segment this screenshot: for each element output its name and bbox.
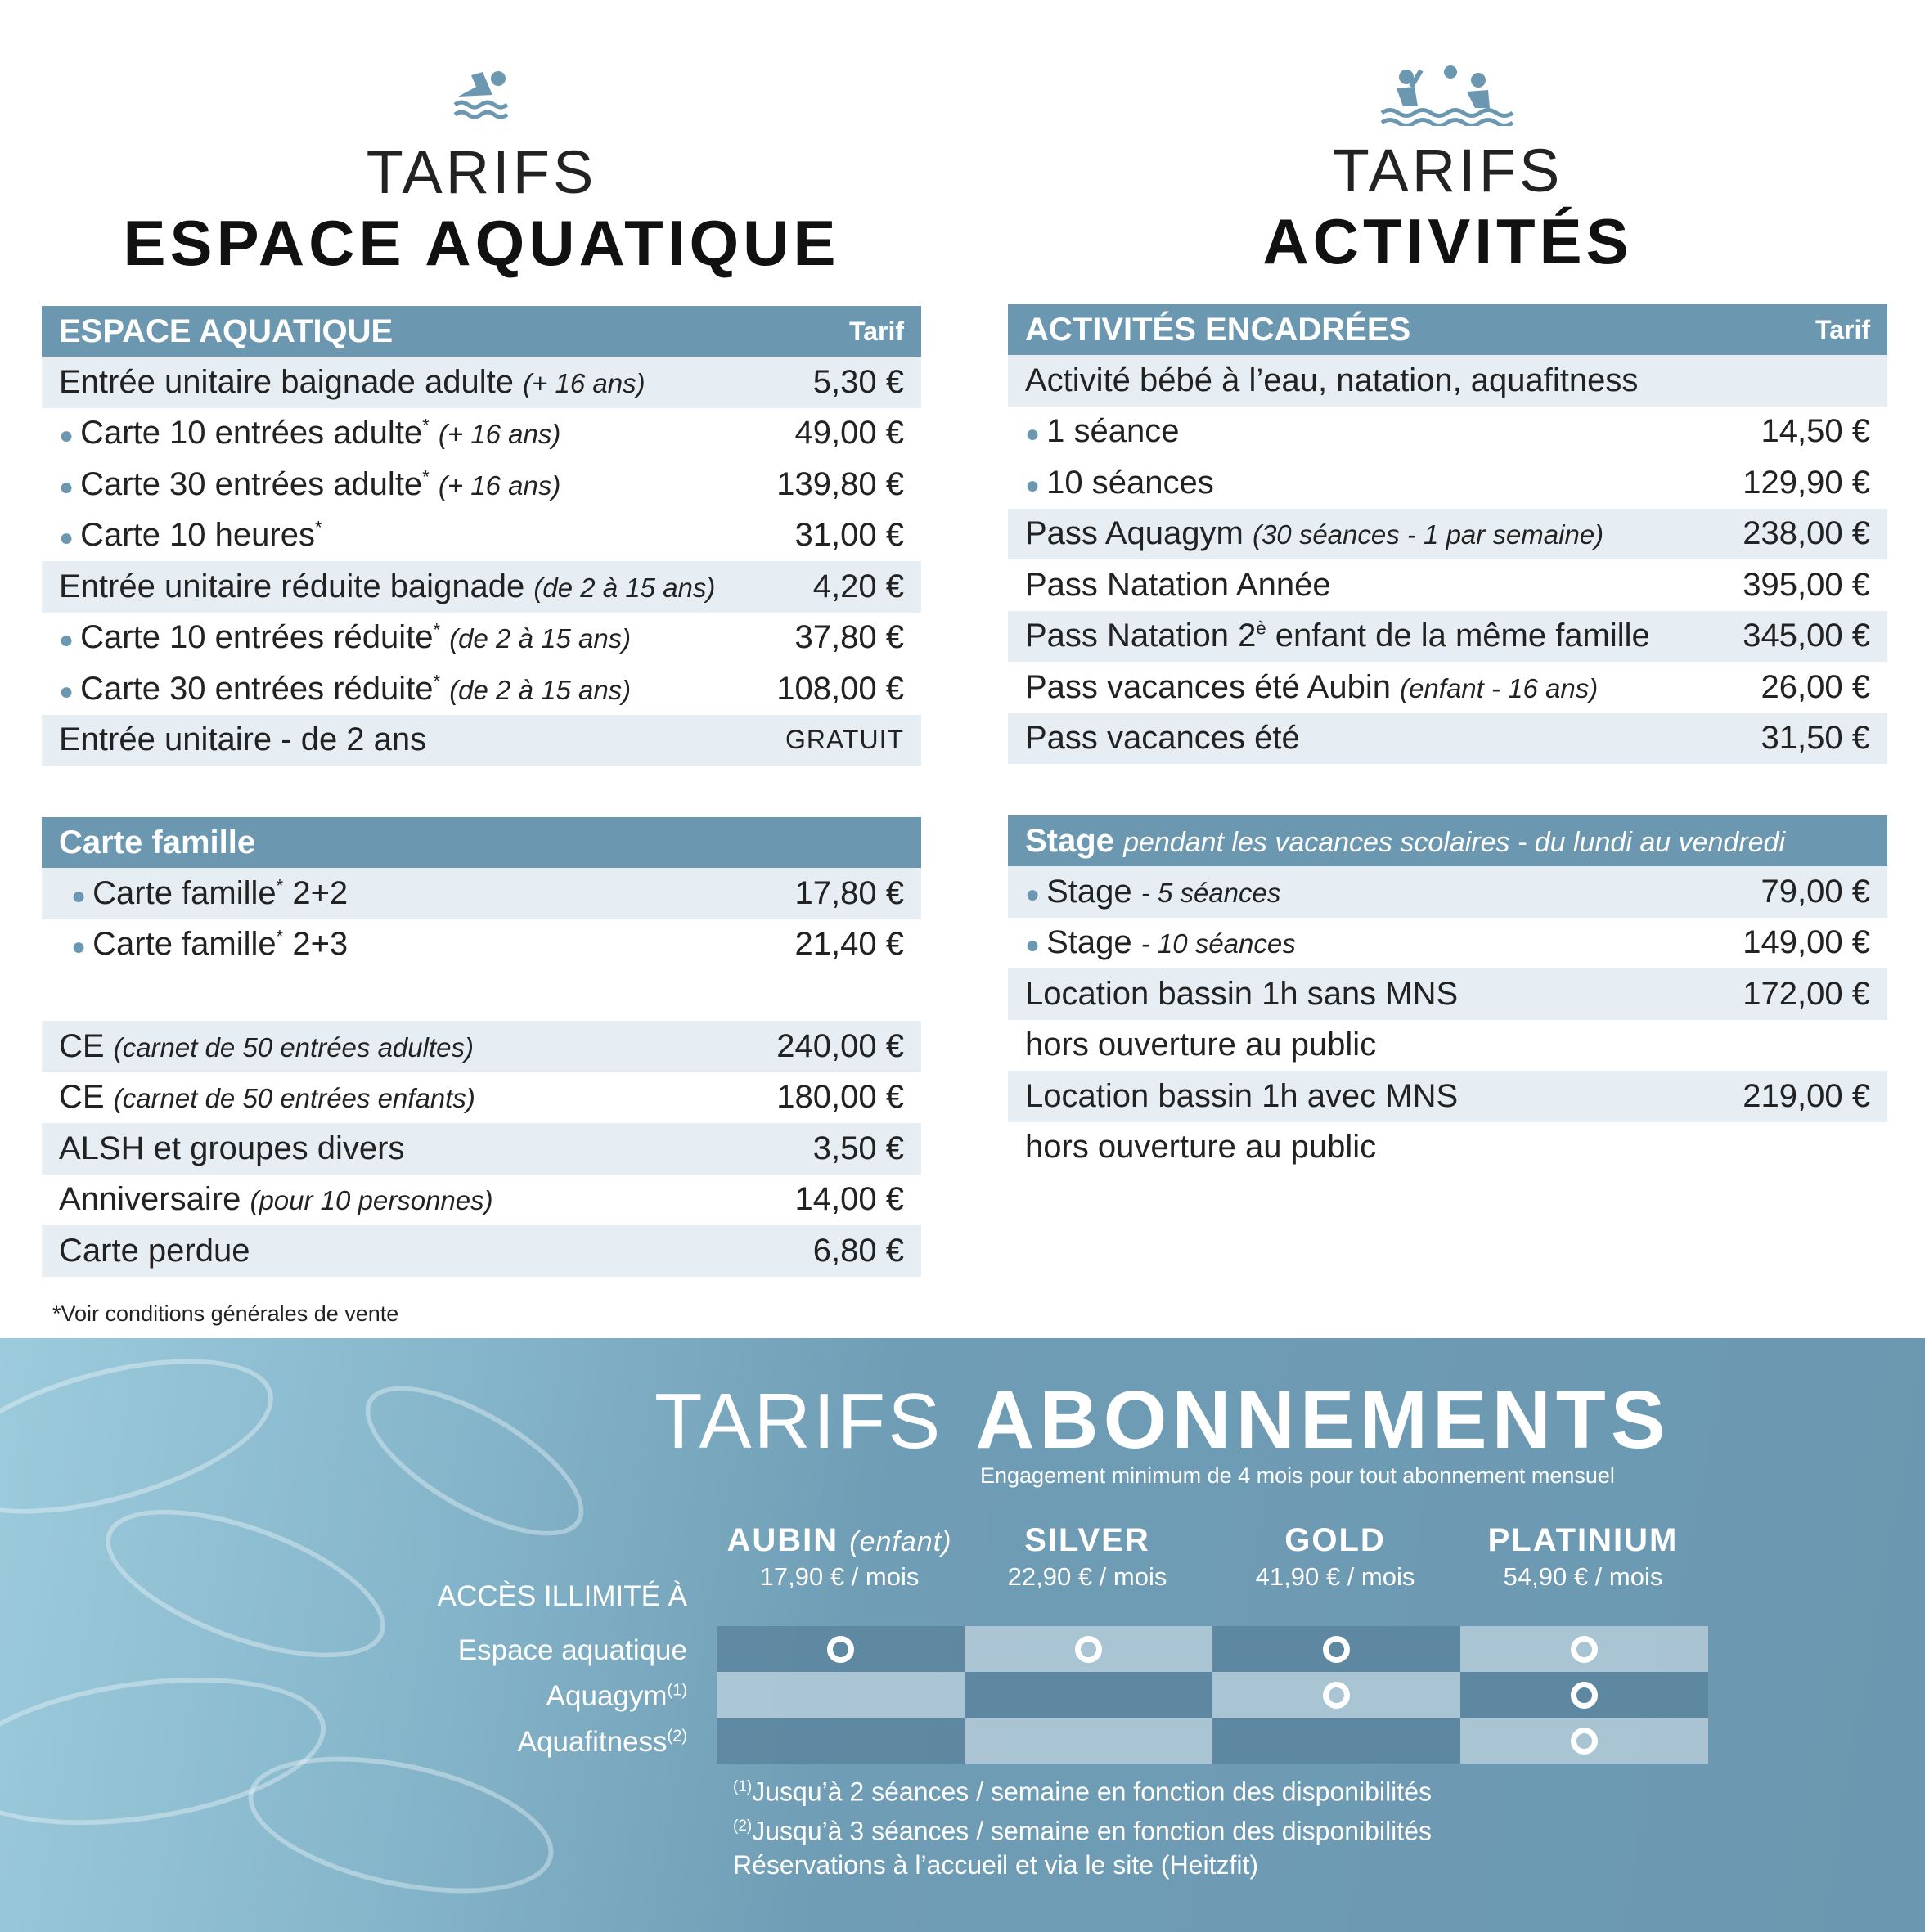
plan-aubin (717, 1522, 962, 1592)
row-sup: * (422, 415, 430, 436)
bullet-icon: ● (59, 422, 74, 450)
access-heading: ACCÈS ILLIMITÉ À (437, 1580, 687, 1612)
table-header-title: ESPACE AQUATIQUE (59, 312, 394, 349)
note-2 (733, 1809, 1432, 1849)
row-label: Entrée unitaire réduite baignade (59, 568, 525, 604)
row-label: Location bassin 1h avec MNS (1025, 1077, 1459, 1114)
access-grid-cell (1212, 1718, 1460, 1764)
row-price: 395,00 € (1743, 566, 1870, 603)
plan-silver (965, 1522, 1210, 1592)
access-grid-cell (1212, 1626, 1460, 1672)
row-sup: * (276, 926, 284, 947)
row-label: Carte 10 entrées réduite (80, 619, 434, 656)
access-grid-cell (717, 1718, 965, 1764)
row-label: Location bassin 1h sans MNS (1025, 975, 1459, 1012)
table-header (42, 306, 921, 357)
water-ripple (88, 1480, 403, 1688)
table-header (42, 817, 921, 868)
access-label (518, 1726, 687, 1759)
table-row (1008, 1071, 1887, 1122)
plan-name: PLATINIUM (1487, 1522, 1679, 1558)
row-price: 31,50 € (1761, 720, 1870, 757)
right-title-bold: ACTIVITÉS (1262, 205, 1633, 277)
access-grid-cell (1212, 1672, 1460, 1718)
row-label: Pass Natation 2 (1025, 618, 1257, 654)
table-row (42, 1021, 921, 1072)
row-label: Carte 30 entrées adulte (80, 465, 423, 502)
swimmer-icon (453, 67, 510, 119)
table-row (42, 613, 921, 664)
row-price: GRATUIT (785, 725, 904, 755)
espace-aquatique-table (42, 306, 921, 766)
row-note: (30 séances - 1 par semaine) (1252, 519, 1604, 550)
water-polo-icon (1379, 64, 1518, 126)
access-grid-cell (965, 1718, 1212, 1764)
access-grid-row (717, 1718, 1708, 1764)
row-label2: 2+2 (292, 874, 349, 911)
bullet-icon: ● (59, 524, 74, 552)
row-label: 10 séances (1046, 464, 1214, 501)
bullet-icon: ● (1025, 880, 1041, 908)
table-row (42, 459, 921, 510)
row-label: Carte famille (92, 874, 277, 911)
note-3: Réservations à l’accueil et via le site (Heitzfit) (733, 1850, 1259, 1880)
table-row (1008, 611, 1887, 663)
row-label: Carte famille (92, 926, 277, 963)
row-price: 139,80 € (776, 465, 904, 502)
row-price: 180,00 € (776, 1079, 904, 1116)
row-note: - 10 séances (1140, 928, 1296, 959)
row-note: (carnet de 50 entrées adultes) (113, 1031, 474, 1063)
table-row (1008, 866, 1887, 918)
table-row (42, 715, 921, 766)
row-price: 219,00 € (1743, 1077, 1870, 1114)
row-label: hors ouverture au public (1025, 1027, 1377, 1063)
row-label: Pass Aquagym (1025, 515, 1244, 552)
row-label2: enfant de la même famille (1275, 618, 1650, 654)
activites-encadrees-table (1008, 304, 1887, 764)
table-row (1008, 968, 1887, 1020)
access-label-text: Aquafitness (517, 1726, 668, 1758)
stage-table (1008, 815, 1887, 1173)
row-price: 31,00 € (794, 517, 904, 554)
table-row (42, 1123, 921, 1175)
table-row (42, 1072, 921, 1124)
access-grid-row (717, 1672, 1708, 1718)
row-note: (enfant - 16 ans) (1400, 672, 1599, 703)
carte-famille-table (42, 817, 921, 970)
abonnements-notes (733, 1770, 1432, 1882)
row-price: 129,90 € (1743, 464, 1870, 501)
table-row (1008, 407, 1887, 458)
note-text: Jusqu’à 2 séances / semaine en fonction des disponibilités (752, 1777, 1432, 1807)
row-price: 49,00 € (794, 415, 904, 452)
plan-name: GOLD (1284, 1522, 1386, 1558)
row-label: Stage (1046, 873, 1132, 910)
plan-name: SILVER (1024, 1522, 1150, 1558)
row-price: 17,80 € (794, 874, 904, 911)
access-label-sup: (1) (667, 1681, 687, 1700)
row-price: 21,40 € (794, 926, 904, 963)
row-label: Carte 10 entrées adulte (80, 415, 423, 452)
bullet-icon: ● (59, 677, 74, 705)
bullet-icon: ● (59, 473, 74, 501)
access-grid-cell (1460, 1672, 1708, 1718)
note-sup: (2) (733, 1817, 753, 1835)
bullet-icon: ● (1025, 420, 1041, 448)
table-row (42, 868, 921, 919)
access-grid-cell (1460, 1626, 1708, 1672)
table-header (1008, 815, 1887, 866)
row-price: 149,00 € (1743, 924, 1870, 961)
bullet-icon: ● (1025, 471, 1041, 499)
abonnements-title-bold: ABONNEMENTS (975, 1374, 1671, 1466)
row-note: (de 2 à 15 ans) (449, 623, 632, 654)
row-note: - 5 séances (1140, 877, 1281, 908)
abonnements-section (0, 1338, 1925, 1932)
row-label: Anniversaire (59, 1181, 241, 1218)
row-note: (+ 16 ans) (438, 470, 561, 501)
included-ring-icon (1075, 1636, 1102, 1663)
table-row (42, 919, 921, 971)
row-price: 3,50 € (812, 1130, 904, 1166)
table-row (42, 663, 921, 715)
row-price: 14,50 € (1761, 413, 1870, 450)
row-label: ALSH et groupes divers (59, 1130, 405, 1166)
row-price: 79,00 € (1761, 873, 1870, 910)
abonnements-subtitle: Engagement minimum de 4 mois pour tout abonnement mensuel (980, 1463, 1615, 1488)
row-note: (pour 10 personnes) (250, 1185, 493, 1216)
right-title-light: TARIFS (1332, 137, 1563, 204)
table-header-note: pendant les vacances scolaires - du lundi au vendredi (1123, 826, 1786, 858)
table-header-title: Carte famille (59, 824, 256, 860)
row-label: Pass vacances été (1025, 720, 1300, 757)
row-label: Pass Natation Année (1025, 566, 1331, 603)
table-row (42, 408, 921, 460)
plan-platinium (1460, 1522, 1706, 1592)
included-ring-icon (827, 1636, 854, 1663)
row-label: CE (59, 1079, 105, 1116)
bullet-icon: ● (71, 882, 87, 910)
plan-price: 17,90 € / mois (759, 1562, 920, 1591)
table-row (42, 561, 921, 613)
access-label-text: Aquagym (546, 1680, 668, 1712)
row-label: 1 séance (1046, 413, 1180, 450)
row-sup: * (314, 517, 322, 538)
row-price: 172,00 € (1743, 975, 1870, 1012)
access-grid-cell (1460, 1718, 1708, 1764)
table-header (1008, 304, 1887, 355)
row-price: 108,00 € (776, 670, 904, 707)
plan-gold (1212, 1522, 1458, 1592)
row-label: hors ouverture au public (1025, 1129, 1377, 1166)
water-ripple (344, 1357, 605, 1565)
included-ring-icon (1571, 1636, 1598, 1663)
plan-note: (enfant) (849, 1526, 952, 1557)
access-label (546, 1680, 687, 1713)
row-label: CE (59, 1027, 105, 1064)
plan-price: 54,90 € / mois (1503, 1562, 1663, 1591)
footnote: *Voir conditions générales de vente (52, 1301, 399, 1326)
row-note: (+ 16 ans) (523, 367, 645, 398)
row-note: (carnet de 50 entrées enfants) (113, 1083, 475, 1114)
table-header-title: Stage (1025, 822, 1114, 859)
row-label: Entrée unitaire - de 2 ans (59, 721, 427, 758)
row-sup: * (422, 466, 430, 487)
table-row (42, 510, 921, 562)
row-label: Stage (1046, 924, 1132, 961)
access-grid-cell (965, 1626, 1212, 1672)
table-row (1008, 355, 1887, 407)
left-title-bold: ESPACE AQUATIQUE (123, 207, 840, 279)
row-note: (de 2 à 15 ans) (449, 674, 632, 705)
access-grid-cell (717, 1626, 965, 1672)
bullet-icon: ● (1025, 932, 1041, 959)
table-header-price: Tarif (1815, 314, 1870, 344)
abonnements-title (654, 1374, 1671, 1466)
row-label: Carte 10 heures (80, 517, 315, 554)
table-row (1008, 713, 1887, 765)
included-ring-icon (1323, 1636, 1350, 1663)
table-row (1008, 1020, 1887, 1072)
access-grid-row (717, 1626, 1708, 1672)
right-column (1008, 0, 1887, 1173)
table-row (1008, 1122, 1887, 1174)
included-ring-icon (1571, 1682, 1598, 1709)
access-label-sup: (2) (667, 1727, 687, 1746)
note-sup: (1) (733, 1778, 753, 1795)
row-label: Pass vacances été Aubin (1025, 668, 1391, 705)
table-row (42, 1175, 921, 1226)
plan-price: 22,90 € / mois (1007, 1562, 1167, 1591)
plan-name: AUBIN (726, 1522, 839, 1558)
table-row (1008, 509, 1887, 560)
table-row (1008, 662, 1887, 713)
table-row (1008, 918, 1887, 969)
row-price: 5,30 € (812, 363, 904, 400)
note-text: Jusqu’à 3 séances / semaine en fonction des disponibilités (752, 1816, 1432, 1846)
table-row (42, 357, 921, 408)
included-ring-icon (1323, 1682, 1350, 1709)
row-sup: * (276, 875, 284, 896)
access-grid-cell (717, 1672, 965, 1718)
access-label (458, 1634, 687, 1667)
row-price: 238,00 € (1743, 515, 1870, 552)
row-label: Activité bébé à l’eau, natation, aquafitness (1025, 362, 1639, 398)
plan-price: 41,90 € / mois (1255, 1562, 1415, 1591)
row-price: 26,00 € (1761, 668, 1870, 705)
access-grid (717, 1626, 1708, 1764)
row-note: (+ 16 ans) (438, 419, 561, 450)
access-grid-cell (965, 1672, 1212, 1718)
table-row (1008, 457, 1887, 509)
bullet-icon: ● (71, 933, 87, 961)
row-label: Entrée unitaire baignade adulte (59, 363, 514, 400)
row-price: 4,20 € (812, 568, 904, 604)
row-label2: 2+3 (292, 926, 349, 963)
row-sup: * (433, 619, 441, 640)
row-note: (de 2 à 15 ans) (533, 572, 716, 603)
row-price: 345,00 € (1743, 618, 1870, 654)
left-column (42, 0, 921, 1327)
abonnements-title-light: TARIFS (654, 1377, 943, 1465)
bullet-icon: ● (59, 627, 74, 654)
access-label-text: Espace aquatique (457, 1634, 687, 1666)
row-price: 6,80 € (812, 1232, 904, 1269)
row-label: Carte perdue (59, 1232, 250, 1269)
note-1 (733, 1770, 1432, 1809)
left-title-light: TARIFS (366, 138, 597, 206)
table-row (42, 1225, 921, 1277)
row-price: 14,00 € (794, 1181, 904, 1218)
row-sup: * (433, 671, 441, 692)
row-label: Carte 30 entrées réduite (80, 670, 434, 707)
row-price: 240,00 € (776, 1027, 904, 1064)
included-ring-icon (1571, 1728, 1598, 1755)
table-header-title: ACTIVITÉS ENCADRÉES (1025, 311, 1411, 348)
other-prices-table (42, 1021, 921, 1277)
table-row (1008, 559, 1887, 611)
row-price: 37,80 € (794, 619, 904, 656)
row-sup: è (1256, 618, 1266, 639)
table-header-price: Tarif (849, 316, 904, 346)
